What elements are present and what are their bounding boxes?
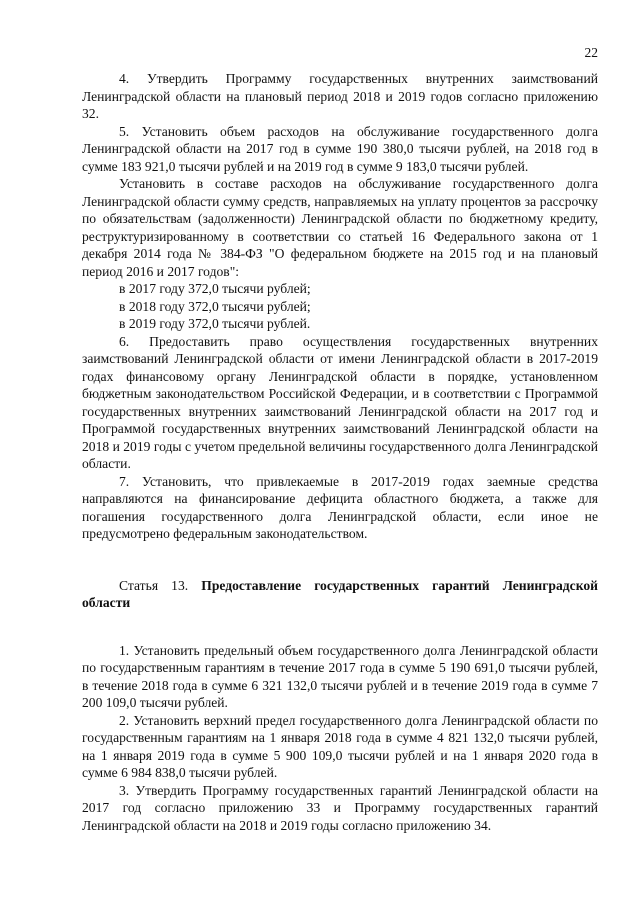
article-prefix: Статья 13.	[119, 577, 189, 593]
page-number: 22	[584, 45, 598, 60]
document-body	[82, 70, 598, 834]
paragraph-item-7: 7. Установить, что привлекаемые в 2017-2019 годах заемные средства направляются на финансирование дефицита областного бюджета, а также для погашения государственного долга Ленинградской области, если иное не предусмотрено федеральным законодательством.	[82, 473, 598, 541]
article-title: Предоставление государственных гарантий Ленинградской области	[82, 577, 598, 610]
article-13-item-1: 1. Установить предельный объем государственного долга Ленинградской области по государственным гарантиям в течение 2017 года в сумме 5 190 691,0 тысячи рублей, в течение 2018 года в сумме 6 321 132,0 тысячи рублей и в течение 2019 года в сумме 7 200 109,0 тысячи рублей.	[82, 642, 598, 710]
paragraph-item-6: 6. Предоставить право осуществления государственных внутренних заимствований Ленинградской области от имени Ленинградской области в 2017-2019 годах финансовому органу Ленинградской области в порядке, установленном бюджетным законодательством Российской Федерации, и в соответствии с Программой государственных внутренних заимствований Ленинградской области на 2017 год и Программой государственных внутренних заимствований Ленинградской области на 2018 и 2019 годы с учетом предельной величины государственного долга Ленинградской области.	[82, 333, 598, 471]
paragraph-item-4: 4. Утвердить Программу государственных внутренних заимствований Ленинградской области на плановый период 2018 и 2019 годов согласно приложению 32.	[82, 71, 598, 121]
article-13-item-2: 2. Установить верхний предел государственного долга Ленинградской области по государственным гарантиям на 1 января 2018 года в сумме 4 821 132,0 тысячи рублей, на 1 января 2019 года в сумме 5 900 109,0 тысячи рублей и на 1 января 2020 года в сумме 6 984 838,0 тысячи рублей.	[82, 712, 598, 780]
list-item-2019: в 2019 году 372,0 тысячи рублей.	[119, 316, 311, 331]
paragraph-item-5: 5. Установить объем расходов на обслуживание государственного долга Ленинградской области на 2017 год в сумме 190 380,0 тысячи рублей, на 2018 год в сумме 183 921,0 тысячи рублей и на 2019 год в сумме 9 183,0 тысячи рублей.	[82, 123, 598, 174]
list-item-2018: в 2018 году 372,0 тысячи рублей;	[119, 298, 311, 314]
list-item-2017: в 2017 году 372,0 тысячи рублей;	[119, 281, 311, 296]
paragraph-interest-expenses: Установить в составе расходов на обслуживание государственного долга Ленинградской области сумму средств, направляемых на уплату процентов за рассрочку по обязательствам (задолженности) Ленинградской области по бюджетному кредиту, реструктуризированному в соответствии со статьей 16 Федерального закона от 1 декабря 2014 года № 384-ФЗ "О федеральном бюджете на 2015 год и на плановый период 2016 и 2017 годов":	[82, 176, 598, 279]
article-13-heading	[82, 577, 598, 612]
article-13-item-3: 3. Утвердить Программу государственных гарантий Ленинградской области на 2017 год согласно приложению 33 и Программу государственных гарантий Ленинградской области на 2018 и 2019 годы согласно приложению 34.	[82, 782, 598, 833]
